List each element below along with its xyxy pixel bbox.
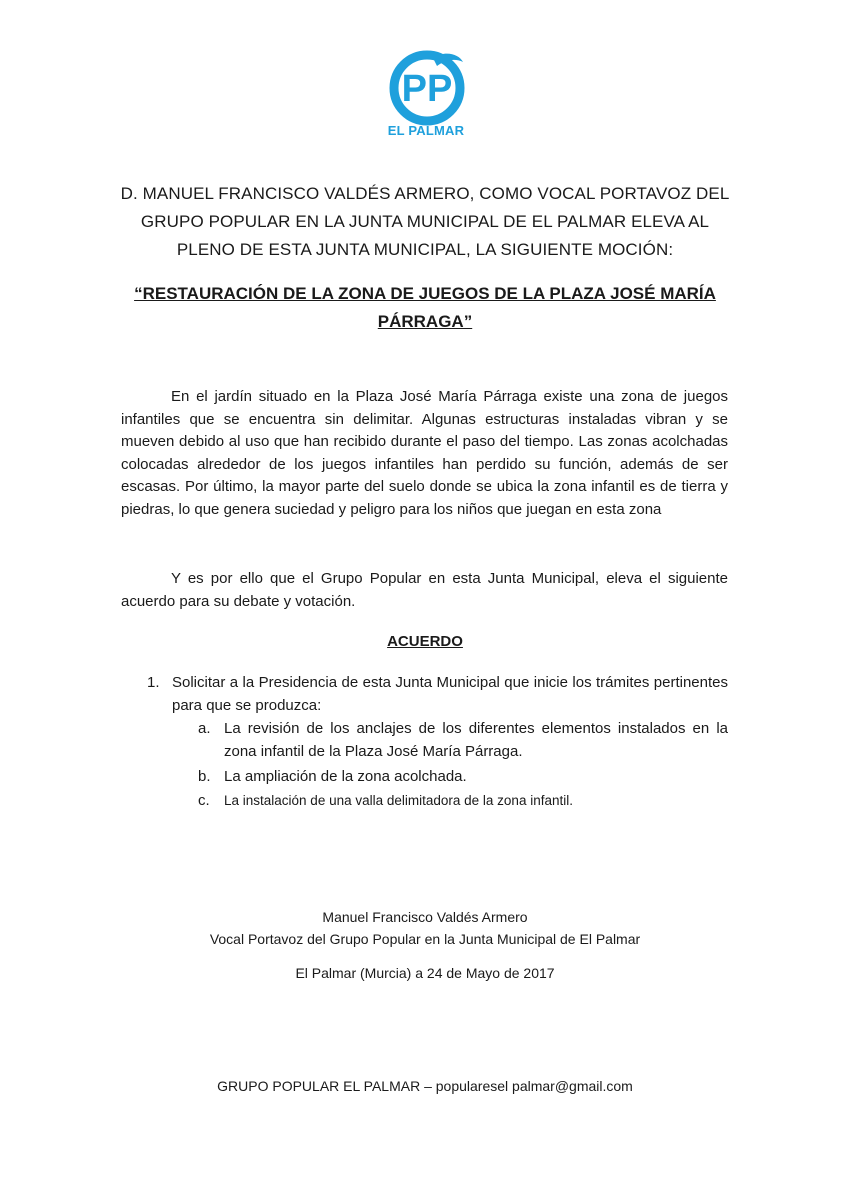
subitem-text: La instalación de una valla delimitadora de la zona infantil. xyxy=(224,793,573,808)
motion-title xyxy=(110,280,740,336)
subitem-label: c. xyxy=(198,792,210,809)
subitem-text: La ampliación de la zona acolchada. xyxy=(224,768,467,785)
heading-line: GRUPO POPULAR EN LA JUNTA MUNICIPAL DE EL PALMAR ELEVA AL xyxy=(140,212,710,231)
pp-logo-icon xyxy=(387,48,467,128)
page-footer: GRUPO POPULAR EL PALMAR – popularesel palmar@gmail.com xyxy=(217,1078,633,1094)
document-heading xyxy=(110,180,740,264)
subitem-label: b. xyxy=(198,768,211,785)
body-paragraph-2: Y es por ello que el Grupo Popular en esta Junta Municipal, eleva el siguiente acuerdo para su debate y votación. xyxy=(121,570,728,610)
subitem-label: a. xyxy=(198,720,211,737)
subitem-text: La revisión de los anclajes de los diferentes elementos instalados en la zona infantil de la Plaza José María Párraga. xyxy=(224,720,728,760)
document-date: El Palmar (Murcia) a 24 de Mayo de 2017 xyxy=(295,965,555,981)
item-text: Solicitar a la Presidencia de esta Junta Municipal que inicie los trámites pertinentes para que se produzca: xyxy=(172,674,728,714)
logo-caption: EL PALMAR xyxy=(387,123,465,138)
body-paragraph-1: En el jardín situado en la Plaza José María Párraga existe una zona de juegos infantiles que se encuentra sin delimitar. Algunas estructuras instaladas vibran y se mueven debido al uso que han recibido durante el paso del tiempo. Las zonas acolchadas colocadas alrededor de los juegos infantiles han perdido su función, además de ser escasas. Por último, la mayor parte del suelo donde se ubica la zona infantil es de tierra y piedras, lo que genera suciedad y peligro para los niños que juegan en esta zona xyxy=(121,388,728,518)
signature-role: Vocal Portavoz del Grupo Popular en la Junta Municipal de El Palmar xyxy=(209,931,641,947)
heading-line: D. MANUEL FRANCISCO VALDÉS ARMERO, COMO VOCAL PORTAVOZ DEL xyxy=(120,184,730,203)
pp-logo-letters: PP xyxy=(401,68,453,110)
item-number: 1. xyxy=(147,674,160,691)
agreement-heading: ACUERDO xyxy=(387,633,463,650)
signature-name: Manuel Francisco Valdés Armero xyxy=(322,909,528,925)
title-line: PÁRRAGA” xyxy=(377,312,473,331)
heading-line: PLENO DE ESTA JUNTA MUNICIPAL, LA SIGUIENTE MOCIÓN: xyxy=(176,240,674,259)
title-line: “RESTAURACIÓN DE LA ZONA DE JUEGOS DE LA PLAZA JOSÉ MARÍA xyxy=(134,284,716,303)
